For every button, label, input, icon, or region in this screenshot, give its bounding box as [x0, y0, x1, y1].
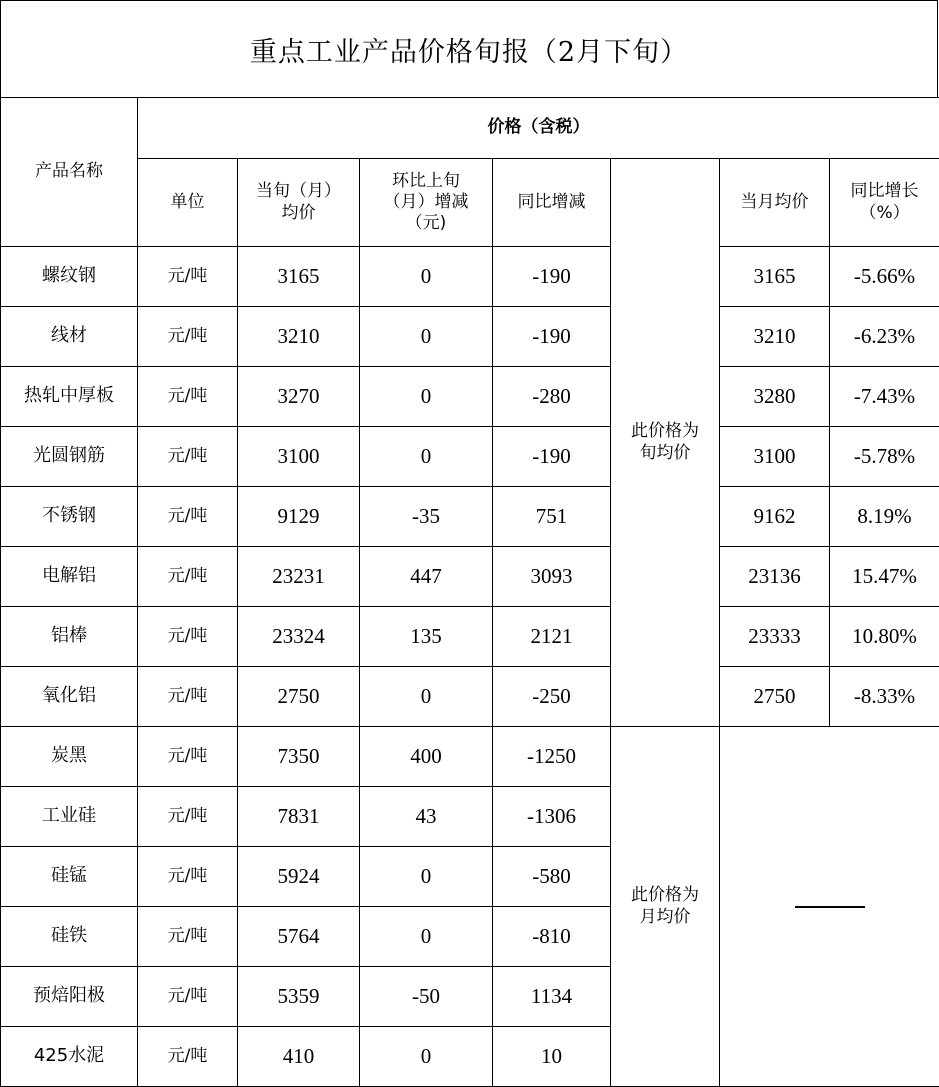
product-name-cell: 光圆钢筋 [1, 427, 138, 487]
unit-cell: 元/吨 [138, 607, 238, 667]
header-current-avg [238, 159, 360, 247]
table-row [1, 547, 939, 607]
table-row [1, 427, 939, 487]
yoy-change-cell: -1250 [493, 727, 611, 787]
product-name-cell: 预焙阳极 [1, 967, 138, 1027]
month-avg-cell: 3280 [720, 367, 830, 427]
yoy-growth-cell: -8.33% [830, 667, 939, 727]
header-month-avg: 当月均价 [720, 159, 830, 247]
mom-change-cell: 43 [360, 787, 493, 847]
yoy-change-cell: -580 [493, 847, 611, 907]
header-mom-line2: （月）增减 [383, 191, 469, 212]
note-ten-day-avg [611, 159, 720, 727]
product-name-cell: 电解铝 [1, 547, 138, 607]
mom-change-cell: 0 [360, 427, 493, 487]
month-avg-cell: 9162 [720, 487, 830, 547]
current-avg-cell: 5924 [238, 847, 360, 907]
mom-change-cell: 0 [360, 307, 493, 367]
mom-change-cell: 0 [360, 907, 493, 967]
month-avg-cell: 3100 [720, 427, 830, 487]
product-name-cell: 硅铁 [1, 907, 138, 967]
mom-change-cell: 447 [360, 547, 493, 607]
product-name-cell: 铝棒 [1, 607, 138, 667]
table-row [1, 667, 939, 727]
unit-cell: 元/吨 [138, 1027, 238, 1087]
header-yoy-growth [830, 159, 939, 247]
yoy-change-cell: 3093 [493, 547, 611, 607]
unit-cell: 元/吨 [138, 247, 238, 307]
header-row-1 [1, 98, 939, 159]
mom-change-cell: 400 [360, 727, 493, 787]
header-yoy-change: 同比增减 [493, 159, 611, 247]
product-name-cell: 炭黑 [1, 727, 138, 787]
unit-cell: 元/吨 [138, 427, 238, 487]
current-avg-cell: 3270 [238, 367, 360, 427]
product-name-cell: 不锈钢 [1, 487, 138, 547]
current-avg-cell: 3100 [238, 427, 360, 487]
current-avg-cell: 2750 [238, 667, 360, 727]
yoy-growth-cell: -5.78% [830, 427, 939, 487]
yoy-change-cell: -280 [493, 367, 611, 427]
current-avg-cell: 3210 [238, 307, 360, 367]
product-name-cell: 螺纹钢 [1, 247, 138, 307]
current-avg-cell: 9129 [238, 487, 360, 547]
table-row [1, 727, 939, 787]
unit-cell: 元/吨 [138, 787, 238, 847]
note-month-line1: 此价格为 [631, 885, 699, 906]
table-row [1, 367, 939, 427]
product-name-cell: 热轧中厚板 [1, 367, 138, 427]
current-avg-cell: 5359 [238, 967, 360, 1027]
header-mom-line3: （元) [405, 213, 447, 234]
yoy-change-cell: -250 [493, 667, 611, 727]
yoy-growth-cell: -6.23% [830, 307, 939, 367]
product-name-cell: 425水泥 [1, 1027, 138, 1087]
current-avg-cell: 23231 [238, 547, 360, 607]
header-price-group: 价格（含税） [138, 98, 939, 159]
header-current-avg-line1: 当旬（月） [256, 181, 341, 202]
yoy-change-cell: 751 [493, 487, 611, 547]
product-name-cell: 硅锰 [1, 847, 138, 907]
table-row [1, 607, 939, 667]
month-avg-cell: 23333 [720, 607, 830, 667]
note-ten-day-line1: 此价格为 [631, 421, 699, 442]
product-name-cell: 氧化铝 [1, 667, 138, 727]
table-row [1, 247, 939, 307]
header-row-2 [1, 159, 939, 247]
product-name-cell: 工业硅 [1, 787, 138, 847]
note-ten-day-line2: 旬均价 [639, 442, 691, 463]
page-title: 重点工业产品价格旬报（2月下旬） [249, 37, 689, 68]
unit-cell: 元/吨 [138, 367, 238, 427]
mom-change-cell: 135 [360, 607, 493, 667]
unit-cell: 元/吨 [138, 667, 238, 727]
unit-cell: 元/吨 [138, 547, 238, 607]
yoy-growth-cell: -5.66% [830, 247, 939, 307]
note-month-line2: 月均价 [639, 906, 691, 927]
yoy-change-cell: 1134 [493, 967, 611, 1027]
unit-cell: 元/吨 [138, 727, 238, 787]
dash-line [795, 906, 865, 908]
month-avg-cell: 3165 [720, 247, 830, 307]
header-current-avg-line2: 均价 [281, 202, 316, 223]
mom-change-cell: 0 [360, 247, 493, 307]
unit-cell: 元/吨 [138, 307, 238, 367]
title-box [0, 0, 938, 98]
yoy-change-cell: -190 [493, 307, 611, 367]
yoy-change-cell: -810 [493, 907, 611, 967]
month-avg-cell: 3210 [720, 307, 830, 367]
header-product-name: 产品名称 [1, 98, 138, 247]
unit-cell: 元/吨 [138, 487, 238, 547]
unit-cell: 元/吨 [138, 847, 238, 907]
unit-cell: 元/吨 [138, 907, 238, 967]
current-avg-cell: 410 [238, 1027, 360, 1087]
current-avg-cell: 23324 [238, 607, 360, 667]
product-name-cell: 线材 [1, 307, 138, 367]
header-unit: 单位 [138, 159, 238, 247]
current-avg-cell: 3165 [238, 247, 360, 307]
mom-change-cell: -50 [360, 967, 493, 1027]
mom-change-cell: 0 [360, 667, 493, 727]
mom-change-cell: 0 [360, 1027, 493, 1087]
yoy-growth-cell: 8.19% [830, 487, 939, 547]
yoy-change-cell: -190 [493, 427, 611, 487]
header-mom [360, 159, 493, 247]
note-month-avg [611, 727, 720, 1087]
header-yoy-growth-line2: （%） [859, 202, 910, 223]
current-avg-cell: 7831 [238, 787, 360, 847]
current-avg-cell: 5764 [238, 907, 360, 967]
mom-change-cell: 0 [360, 367, 493, 427]
yoy-change-cell: -1306 [493, 787, 611, 847]
header-yoy-growth-line1: 同比增长 [850, 181, 919, 202]
yoy-change-cell: 2121 [493, 607, 611, 667]
unit-cell: 元/吨 [138, 967, 238, 1027]
not-applicable-cell [720, 727, 939, 1087]
mom-change-cell: -35 [360, 487, 493, 547]
yoy-change-cell: -190 [493, 247, 611, 307]
table-row [1, 487, 939, 547]
yoy-growth-cell: -7.43% [830, 367, 939, 427]
mom-change-cell: 0 [360, 847, 493, 907]
yoy-growth-cell: 10.80% [830, 607, 939, 667]
header-mom-line1: 环比上旬 [392, 170, 460, 191]
price-table [0, 97, 939, 1087]
month-avg-cell: 23136 [720, 547, 830, 607]
yoy-growth-cell: 15.47% [830, 547, 939, 607]
yoy-change-cell: 10 [493, 1027, 611, 1087]
current-avg-cell: 7350 [238, 727, 360, 787]
table-row [1, 307, 939, 367]
month-avg-cell: 2750 [720, 667, 830, 727]
